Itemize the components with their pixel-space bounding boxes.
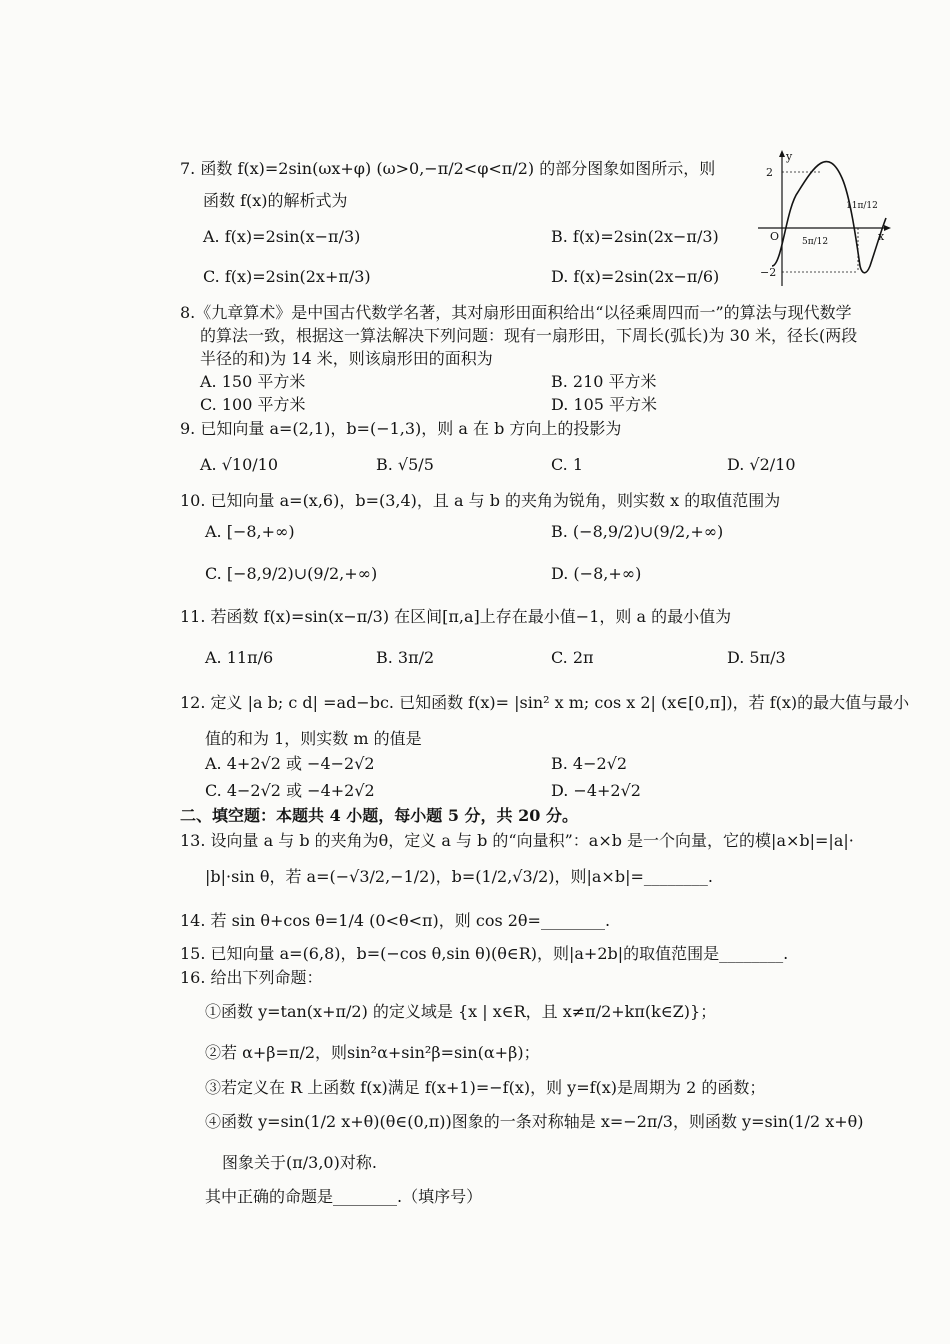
q8-stem-line2: 的算法一致，根据这一算法解决下列问题：现有一扇形田，下周长(弧长)为 30 米，径长(两段 xyxy=(200,326,858,345)
q16-item-3: ③若定义在 R 上函数 f(x)满足 f(x+1)=−f(x)，则 y=f(x)是周期为 2 的函数； xyxy=(205,1078,766,1097)
q12-option-a: A. 4+2√2 或 −4−2√2 xyxy=(205,754,375,773)
q12-option-c: C. 4−2√2 或 −4+2√2 xyxy=(205,781,375,800)
y-axis-arrow-icon xyxy=(779,150,785,157)
q11-stem: 11. 若函数 f(x)=sin(x−π/3) 在区间[π,a]上存在最小值−1，则 a 的最小值为 xyxy=(180,607,732,626)
q9-option-c: C. 1 xyxy=(551,455,584,474)
q11-option-d: D. 5π/3 xyxy=(727,648,786,667)
q7-option-d: D. f(x)=2sin(2x−π/6) xyxy=(551,267,720,286)
q8-option-b: B. 210 平方米 xyxy=(551,372,657,391)
q7-option-b: B. f(x)=2sin(2x−π/3) xyxy=(551,227,719,246)
q8-stem-line1: 8.《九章算术》是中国古代数学名著，其对扇形田面积给出“以径乘周四而一”的算法与现代数学 xyxy=(180,303,852,322)
q10-option-d: D. (−8,+∞) xyxy=(551,564,642,583)
q16-stem: 16. 给出下列命题： xyxy=(180,968,323,987)
q11-option-a: A. 11π/6 xyxy=(205,648,274,667)
q12-stem-line2: 值的和为 1，则实数 m 的值是 xyxy=(205,729,422,748)
q7-stem-line2: 函数 f(x)的解析式为 xyxy=(203,191,348,210)
q13-line1: 13. 设向量 a 与 b 的夹角为θ，定义 a 与 b 的“向量积”：a×b 是一个向量，它的模|a×b|=|a|· xyxy=(180,831,854,850)
q7-option-c: C. f(x)=2sin(2x+π/3) xyxy=(203,267,371,286)
q8-option-a: A. 150 平方米 xyxy=(200,372,306,391)
y-axis-label: y xyxy=(786,150,793,163)
q9-option-a: A. √10/10 xyxy=(200,455,279,474)
q12-option-b: B. 4−2√2 xyxy=(551,754,628,773)
q7-stem-line1: 7. 函数 f(x)=2sin(ωx+φ) (ω>0,−π/2<φ<π/2) 的部分图象如图所示，则 xyxy=(180,159,716,178)
section-2-heading: 二、填空题：本题共 4 小题，每小题 5 分，共 20 分。 xyxy=(180,806,578,825)
q9-stem: 9. 已知向量 a=(2,1)，b=(−1,3)，则 a 在 b 方向上的投影为 xyxy=(180,419,622,438)
x-axis-label: x xyxy=(878,230,885,243)
q10-stem: 10. 已知向量 a=(x,6)，b=(3,4)，且 a 与 b 的夹角为锐角，则实数 x 的取值范围为 xyxy=(180,491,781,510)
q7-option-a: A. f(x)=2sin(x−π/3) xyxy=(203,227,361,246)
q10-option-c: C. [−8,9/2)∪(9/2,+∞) xyxy=(205,564,378,583)
q10-option-b: B. (−8,9/2)∪(9/2,+∞) xyxy=(551,522,724,541)
q16-item-4: ④函数 y=sin(1/2 x+θ)(θ∈(0,π))图象的一条对称轴是 x=−2π/3，则函数 y=sin(1/2 x+θ) xyxy=(205,1112,864,1131)
q11-option-b: B. 3π/2 xyxy=(376,648,435,667)
q8-stem-line3: 半径的和)为 14 米，则该扇形田的面积为 xyxy=(200,349,493,368)
q8-option-c: C. 100 平方米 xyxy=(200,395,306,414)
q12-option-d: D. −4+2√2 xyxy=(551,781,641,800)
q7-sine-graph xyxy=(758,148,892,290)
q10-option-a: A. [−8,+∞) xyxy=(205,522,295,541)
q11-option-c: C. 2π xyxy=(551,648,594,667)
y-min-label: −2 xyxy=(760,266,777,279)
q16-item-4-continued: 图象关于(π/3,0)对称. xyxy=(222,1153,377,1172)
q9-option-b: B. √5/5 xyxy=(376,455,434,474)
q13-line2: |b|·sin θ，若 a=(−√3/2,−1/2)，b=(1/2,√3/2)，则|a×b|=________. xyxy=(205,867,713,886)
y-max-label: 2 xyxy=(766,166,773,179)
q9-option-d: D. √2/10 xyxy=(727,455,796,474)
q16-item-2: ②若 α+β=π/2，则sin²α+sin²β=sin(α+β)； xyxy=(205,1043,540,1062)
x-axis-arrow-icon xyxy=(884,225,891,231)
sine-curve xyxy=(772,162,886,273)
x-tick-11pi-12: 11π/12 xyxy=(846,201,878,211)
q12-stem-line1: 12. 定义 |a b; c d| =ad−bc. 已知函数 f(x)= |sin² x m; cos x 2| (x∈[0,π])，若 f(x)的最大值与最小 xyxy=(180,693,910,712)
x-tick-5pi-12: 5π/12 xyxy=(802,237,829,247)
q16-item-1: ①函数 y=tan(x+π/2) 的定义域是 {x | x∈R，且 x≠π/2+kπ(k∈Z)}； xyxy=(205,1002,717,1021)
origin-label: O xyxy=(770,230,780,243)
q8-option-d: D. 105 平方米 xyxy=(551,395,658,414)
q15: 15. 已知向量 a=(6,8)，b=(−cos θ,sin θ)(θ∈R)，则|a+2b|的取值范围是________. xyxy=(180,944,789,963)
q14: 14. 若 sin θ+cos θ=1/4 (0<θ<π)，则 cos 2θ=________. xyxy=(180,911,611,930)
q16-answer-line: 其中正确的命题是________.（填序号） xyxy=(205,1187,483,1206)
